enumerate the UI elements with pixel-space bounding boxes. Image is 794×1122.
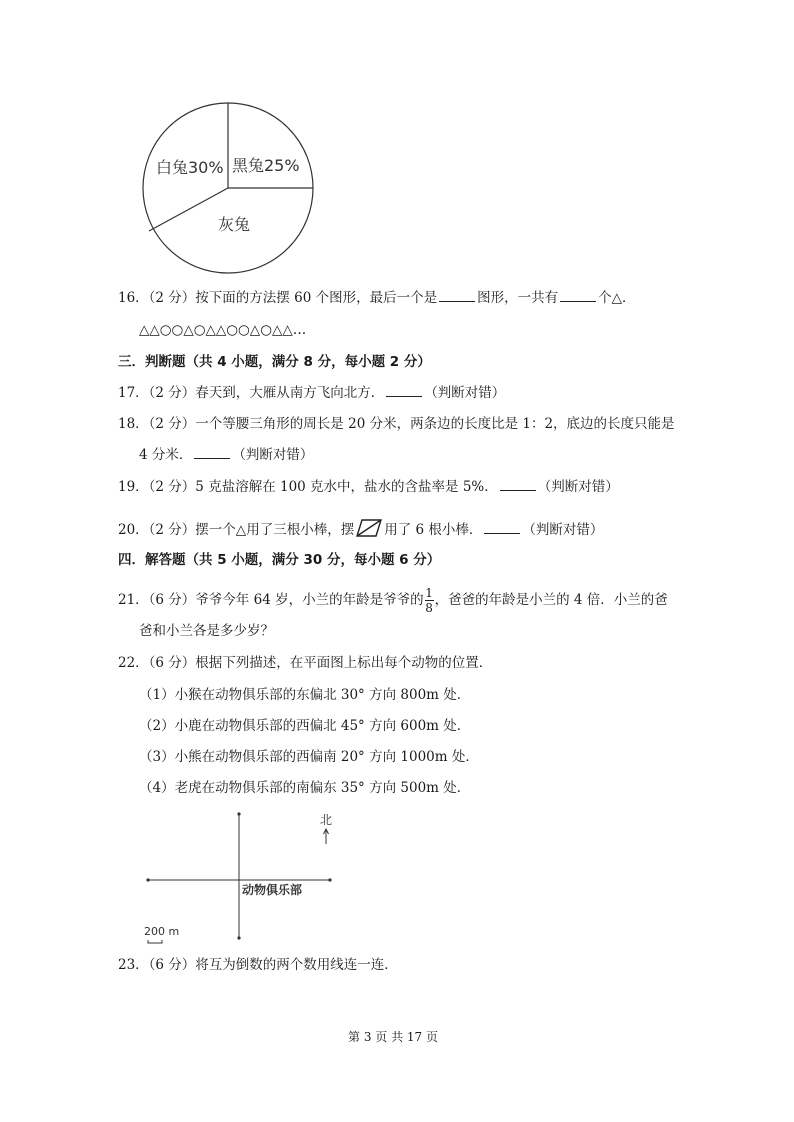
q20-suffix: （判断对错） — [522, 522, 604, 538]
q16-pattern: △△○○△○△△○○△○△△… — [139, 322, 307, 338]
q18-blank[interactable] — [194, 446, 230, 459]
page-footer: 第 3 页 共 17 页 — [348, 1030, 438, 1044]
q18-line-2 — [139, 446, 313, 464]
fraction-denominator: 8 — [425, 601, 433, 615]
q20-prefix: 20．（2 分）摆一个△用了三根小棒，摆 — [118, 522, 355, 538]
q16-suffix: 个△． — [598, 290, 636, 306]
section-4-heading: 四．解答题（共 5 小题，满分 30 分，每小题 6 分） — [118, 552, 441, 568]
q23-text: 23．（6 分）将互为倒数的两个数用线连一连． — [118, 957, 398, 973]
q22-item-4: （4）老虎在动物俱乐部的南偏东 35° 方向 500m 处． — [139, 780, 471, 796]
q20-mid: 用了 6 根小棒． — [384, 522, 483, 538]
pie-label-black: 黑兔25% — [232, 156, 300, 175]
q19-line — [118, 478, 619, 496]
parallelogram-icon — [356, 519, 382, 537]
scale-bar — [148, 940, 162, 943]
map-axis-end-bottom — [237, 936, 240, 939]
section-3-heading: 三．判断题（共 4 小题，满分 8 分，每小题 2 分） — [118, 354, 431, 370]
q17-text: 17．（2 分）春天到，大雁从南方飞向北方． — [118, 385, 385, 401]
scale-label: 200 m — [144, 925, 180, 938]
q17-suffix: （判断对错） — [424, 385, 506, 401]
map-diagram — [140, 806, 340, 946]
club-label: 动物俱乐部 — [242, 883, 303, 897]
q18-suffix: （判断对错） — [232, 447, 314, 463]
pie-chart — [140, 100, 316, 276]
fraction — [425, 586, 434, 615]
q16-blank-2[interactable] — [560, 289, 596, 302]
q16-blank-1[interactable] — [439, 289, 475, 302]
q21-line-2: 爸和小兰各是多少岁？ — [139, 623, 274, 639]
q18-line2-prefix: 4 分米． — [139, 447, 193, 463]
q16-line — [118, 289, 635, 307]
q21-line-1 — [118, 586, 668, 615]
pie-divider-left — [149, 188, 228, 231]
q18-line-1: 18．（2 分）一个等腰三角形的周长是 20 分米，两条边的长度比是 1：2，底边的长度只能是 — [118, 416, 675, 432]
q16-prefix: 16．（2 分）按下面的方法摆 60 个图形，最后一个是 — [118, 290, 438, 306]
north-label: 北 — [320, 813, 333, 827]
q17-blank[interactable] — [386, 384, 422, 397]
q16-mid: 图形，一共有 — [477, 290, 559, 306]
pie-label-gray: 灰兔 — [218, 215, 251, 234]
q22-item-1: （1）小猴在动物俱乐部的东偏北 30° 方向 800m 处． — [139, 687, 471, 703]
q20-blank[interactable] — [484, 521, 520, 534]
q19-suffix: （判断对错） — [537, 479, 619, 495]
q21-suffix: ，爸爸的年龄是小兰的 4 倍．小兰的爸 — [434, 592, 668, 608]
map-axis-end-left — [146, 878, 149, 881]
q22-text: 22．（6 分）根据下列描述，在平面图上标出每个动物的位置． — [118, 655, 493, 671]
q20-line — [118, 519, 603, 539]
q17-line — [118, 384, 505, 402]
fraction-numerator: 1 — [425, 586, 433, 600]
q19-blank[interactable] — [500, 478, 536, 491]
q22-item-2: （2）小鹿在动物俱乐部的西偏北 45° 方向 600m 处． — [139, 718, 471, 734]
q22-item-3: （3）小熊在动物俱乐部的西偏南 20° 方向 1000m 处． — [139, 749, 479, 765]
map-axis-end-top — [237, 812, 240, 815]
q21-prefix: 21．（6 分）爷爷今年 64 岁，小兰的年龄是爷爷的 — [118, 592, 424, 608]
q19-text: 19．（2 分）5 克盐溶解在 100 克水中，盐水的含盐率是 5%． — [118, 479, 498, 495]
map-axis-end-right — [328, 878, 331, 881]
pie-label-white: 白兔30% — [156, 158, 224, 177]
